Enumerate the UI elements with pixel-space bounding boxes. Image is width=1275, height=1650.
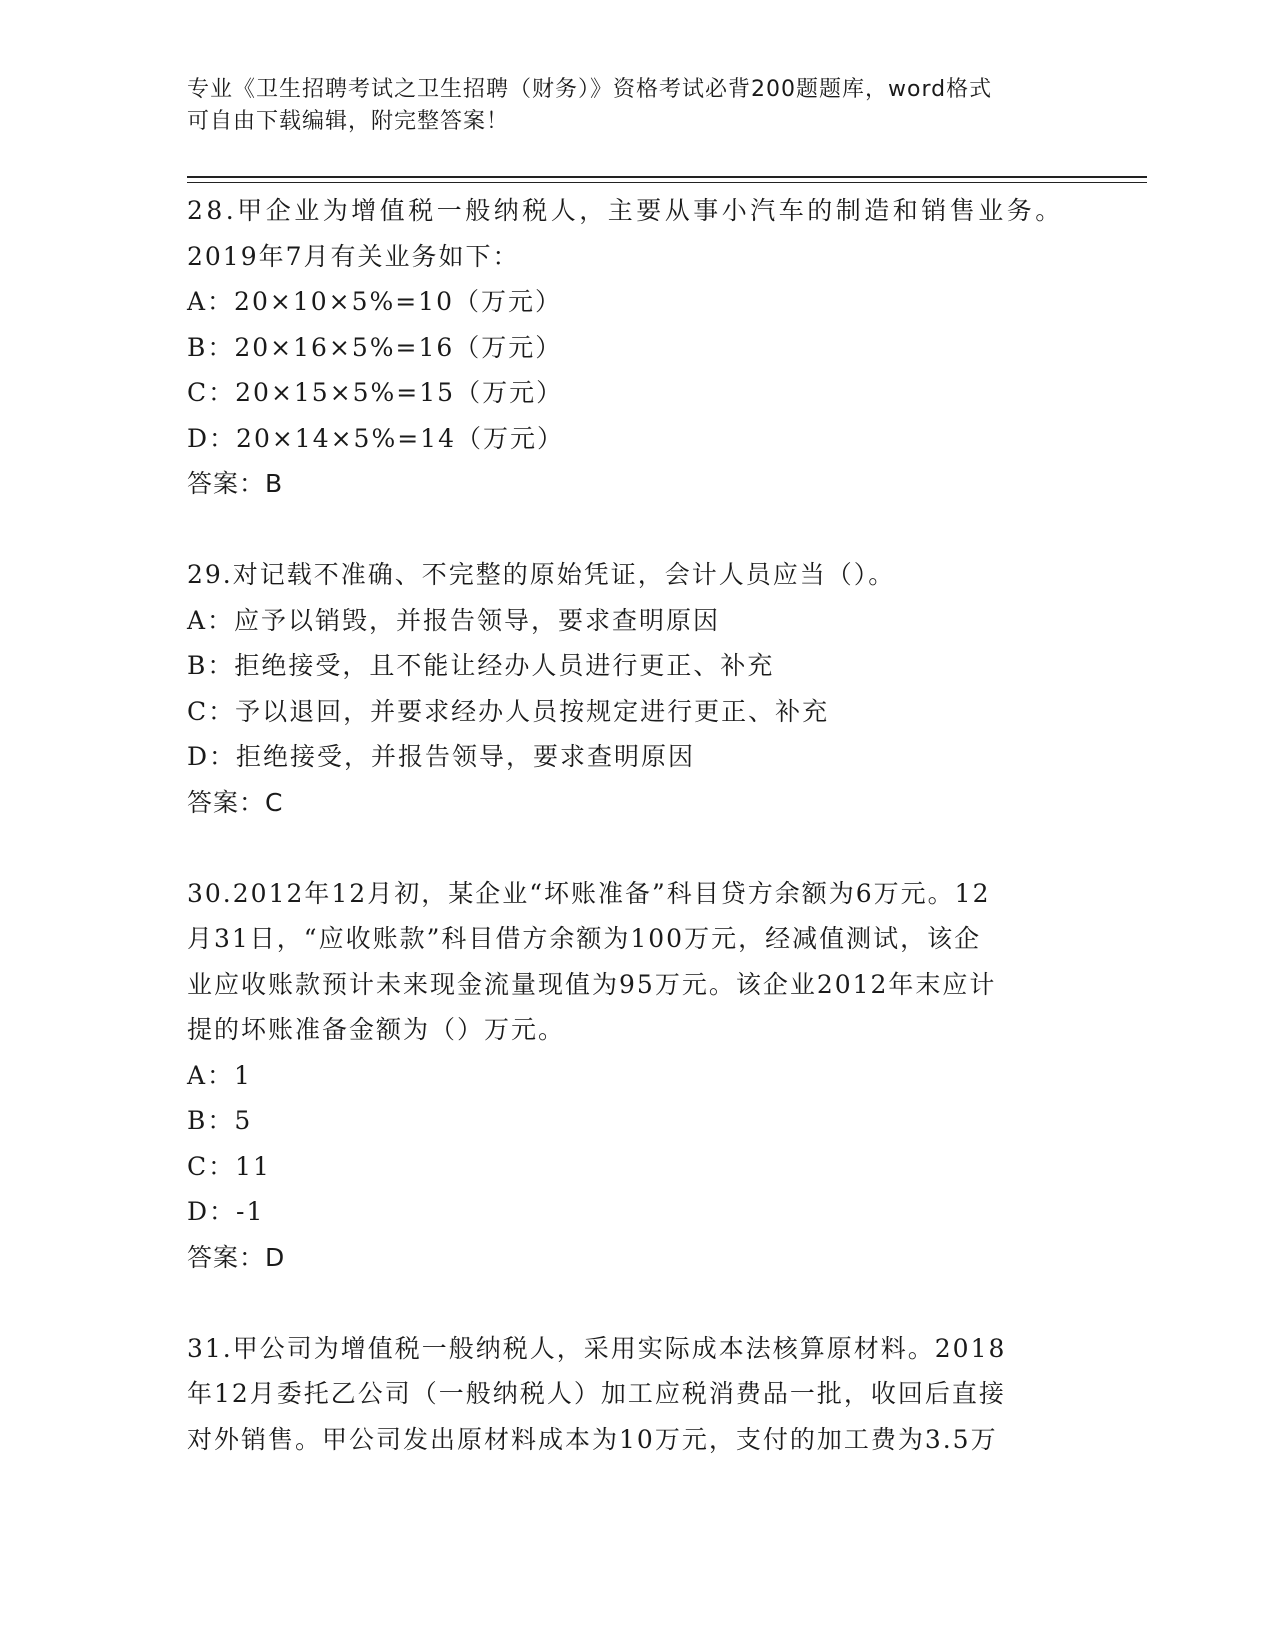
question-30 xyxy=(187,871,1087,1281)
option-d: D：-1 xyxy=(187,1197,265,1226)
header-divider-thin xyxy=(187,182,1147,183)
option-a: A：20×10×5%=10（万元） xyxy=(187,287,562,316)
option-d: D：拒绝接受，并报告领导，要求查明原因 xyxy=(187,742,696,771)
answer-line: 答案：B xyxy=(187,469,284,498)
question-stem-line: 业应收账款预计未来现金流量现值为95万元。该企业2012年末应计 xyxy=(187,969,997,999)
question-stem-line: 30.2012年12月初，某企业“坏账准备”科目贷方余额为6万元。12 xyxy=(187,878,991,908)
answer-line: 答案：D xyxy=(187,1242,286,1272)
question-stem-line: 2019年7月有关业务如下： xyxy=(187,241,520,271)
question-stem-line: 31.甲公司为增值税一般纳税人，采用实际成本法核算原材料。2018 xyxy=(187,1333,1007,1363)
question-29 xyxy=(187,552,1087,825)
option-b: B：20×16×5%=16（万元） xyxy=(187,332,563,362)
spacer xyxy=(187,825,1087,871)
header-line-1: 专业《卫生招聘考试之卫生招聘（财务）》资格考试必背200题题库，word格式 xyxy=(187,77,993,102)
header-line-2: 可自由下载编辑，附完整答案！ xyxy=(187,109,510,134)
question-stem-line: 28.甲企业为增值税一般纳税人，主要从事小汽车的制造和销售业务。 xyxy=(187,196,1064,225)
option-c: C：11 xyxy=(187,1151,271,1181)
question-28 xyxy=(187,188,1087,507)
question-stem-line: 年12月委托乙公司（一般纳税人）加工应税消费品一批，收回后直接 xyxy=(187,1379,1006,1408)
question-stem-line: 29.对记载不准确、不完整的原始凭证，会计人员应当（）。 xyxy=(187,560,896,589)
option-c: C：予以退回，并要求经办人员按规定进行更正、补充 xyxy=(187,696,830,726)
answer-line: 答案：C xyxy=(187,787,284,817)
option-b: B：拒绝接受，且不能让经办人员进行更正、补充 xyxy=(187,651,775,680)
question-31 xyxy=(187,1326,1087,1463)
option-d: D：20×14×5%=14（万元） xyxy=(187,423,564,453)
option-b: B：5 xyxy=(187,1106,253,1135)
document-header xyxy=(187,74,1087,138)
question-stem-line: 对外销售。甲公司发出原材料成本为10万元，支付的加工费为3.5万 xyxy=(187,1424,998,1454)
header-divider-thick xyxy=(187,176,1147,178)
spacer xyxy=(187,1280,1087,1326)
option-a: A：1 xyxy=(187,1060,252,1090)
question-list xyxy=(187,188,1087,1462)
question-stem-line: 提的坏账准备金额为（）万元。 xyxy=(187,1015,566,1044)
option-c: C：20×15×5%=15（万元） xyxy=(187,378,564,407)
question-stem-line: 月31日，“应收账款”科目借方余额为100万元，经减值测试，该企 xyxy=(187,924,982,953)
option-a: A：应予以销毁，并报告领导，要求查明原因 xyxy=(187,605,721,635)
spacer xyxy=(187,507,1087,553)
